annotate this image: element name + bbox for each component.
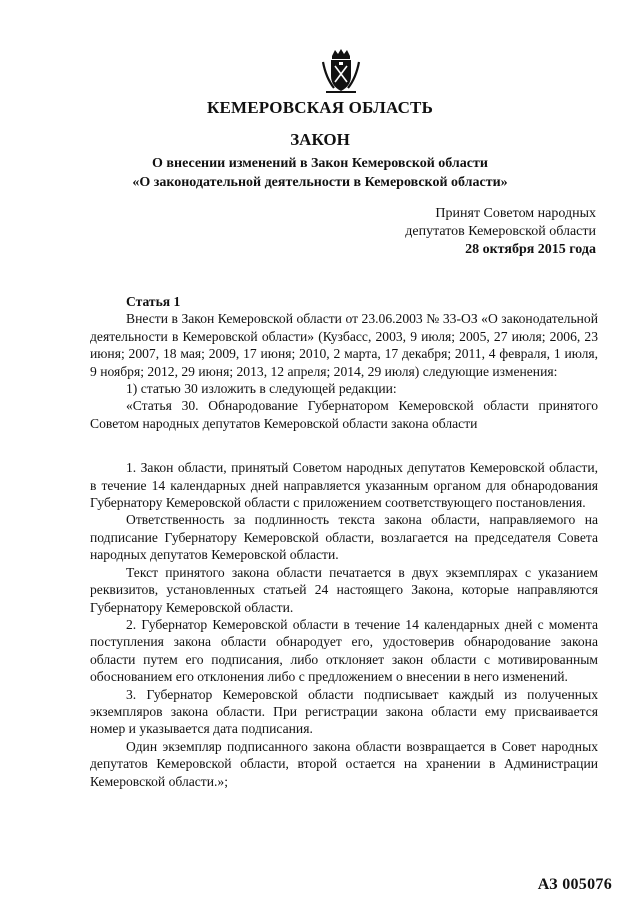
adoption-line-1: Принят Советом народных: [435, 206, 596, 221]
paragraph: 2. Губернатор Кемеровской области в течение 14 календарных дней с момента поступления закона области обнародует его, удостоверив обнародование закона области путем его подписания, либо отклоняет закон области с мотивированным обоснованием его отклонения либо с предложением о внесении в него изменений.: [90, 616, 598, 685]
serial-number-stamp: АЗ 005076: [537, 876, 612, 893]
paragraph: Ответственность за подлинность текста закона области, направляемого на подписание Губернатору Кемеровской области, возлагается на председателя Совета народных депутатов Кемеровской области.: [90, 512, 598, 563]
paragraph: 1) статью 30 изложить в следующей редакции:: [126, 381, 397, 397]
coat-of-arms-emblem: [320, 48, 362, 94]
paragraph: «Статья 30. Обнародование Губернатором Кемеровской области принятого Советом народных депутатов Кемеровской области закона области: [90, 398, 598, 431]
paragraph: 1. Закон области, принятый Советом народных депутатов Кемеровской области, в течение 14 календарных дней направляется указанным органом для обнародования Губернатору Кемеровской области с приложением соответствующего постановления.: [90, 460, 598, 511]
paragraph: Текст принятого закона области печатается в двух экземплярах с указанием реквизитов, установленных статьей 24 настоящего Закона, которые направляются Губернатору Кемеровской области.: [90, 564, 598, 615]
paragraph: 3. Губернатор Кемеровской области подписывает каждый из полученных экземпляров закона области. При регистрации закона области ему присваивается номер и указывается дата подписания.: [90, 686, 598, 737]
paragraph: Внести в Закон Кемеровской области от 23.06.2003 № 33-ОЗ «О законодательной деятельности в Кемеровской области» (Кузбасс, 2003, 9 июля; 2005, 27 июля; 2006, 23 июня; 2007, 18 мая; 2009, 17 июня; 2010, 2 марта, 17 декабря; 2011, 4 февраля, 1 июля, 9 ноября; 2012, 29 июня; 2013, 12 апреля; 2014, 29 июля) следующие изменения:: [90, 311, 598, 379]
article-heading: Статья 1: [126, 294, 181, 309]
article-body: [90, 293, 598, 790]
adoption-date: 28 октября 2015 года: [465, 242, 596, 257]
region-title: КЕМЕРОВСКАЯ ОБЛАСТЬ: [206, 98, 434, 117]
adoption-block: [296, 205, 596, 259]
law-title-line-1: О внесении изменений в Закон Кемеровской области: [152, 156, 488, 171]
law-label: ЗАКОН: [290, 130, 350, 149]
adoption-line-2: депутатов Кемеровской области: [405, 224, 596, 239]
paragraph: Один экземпляр подписанного закона области возвращается в Совет народных депутатов Кемеровской области, второй остается на хранении в Администрации Кемеровской области.»;: [90, 738, 598, 789]
law-title-line-2: «О законодательной деятельности в Кемеровской области»: [132, 175, 508, 190]
